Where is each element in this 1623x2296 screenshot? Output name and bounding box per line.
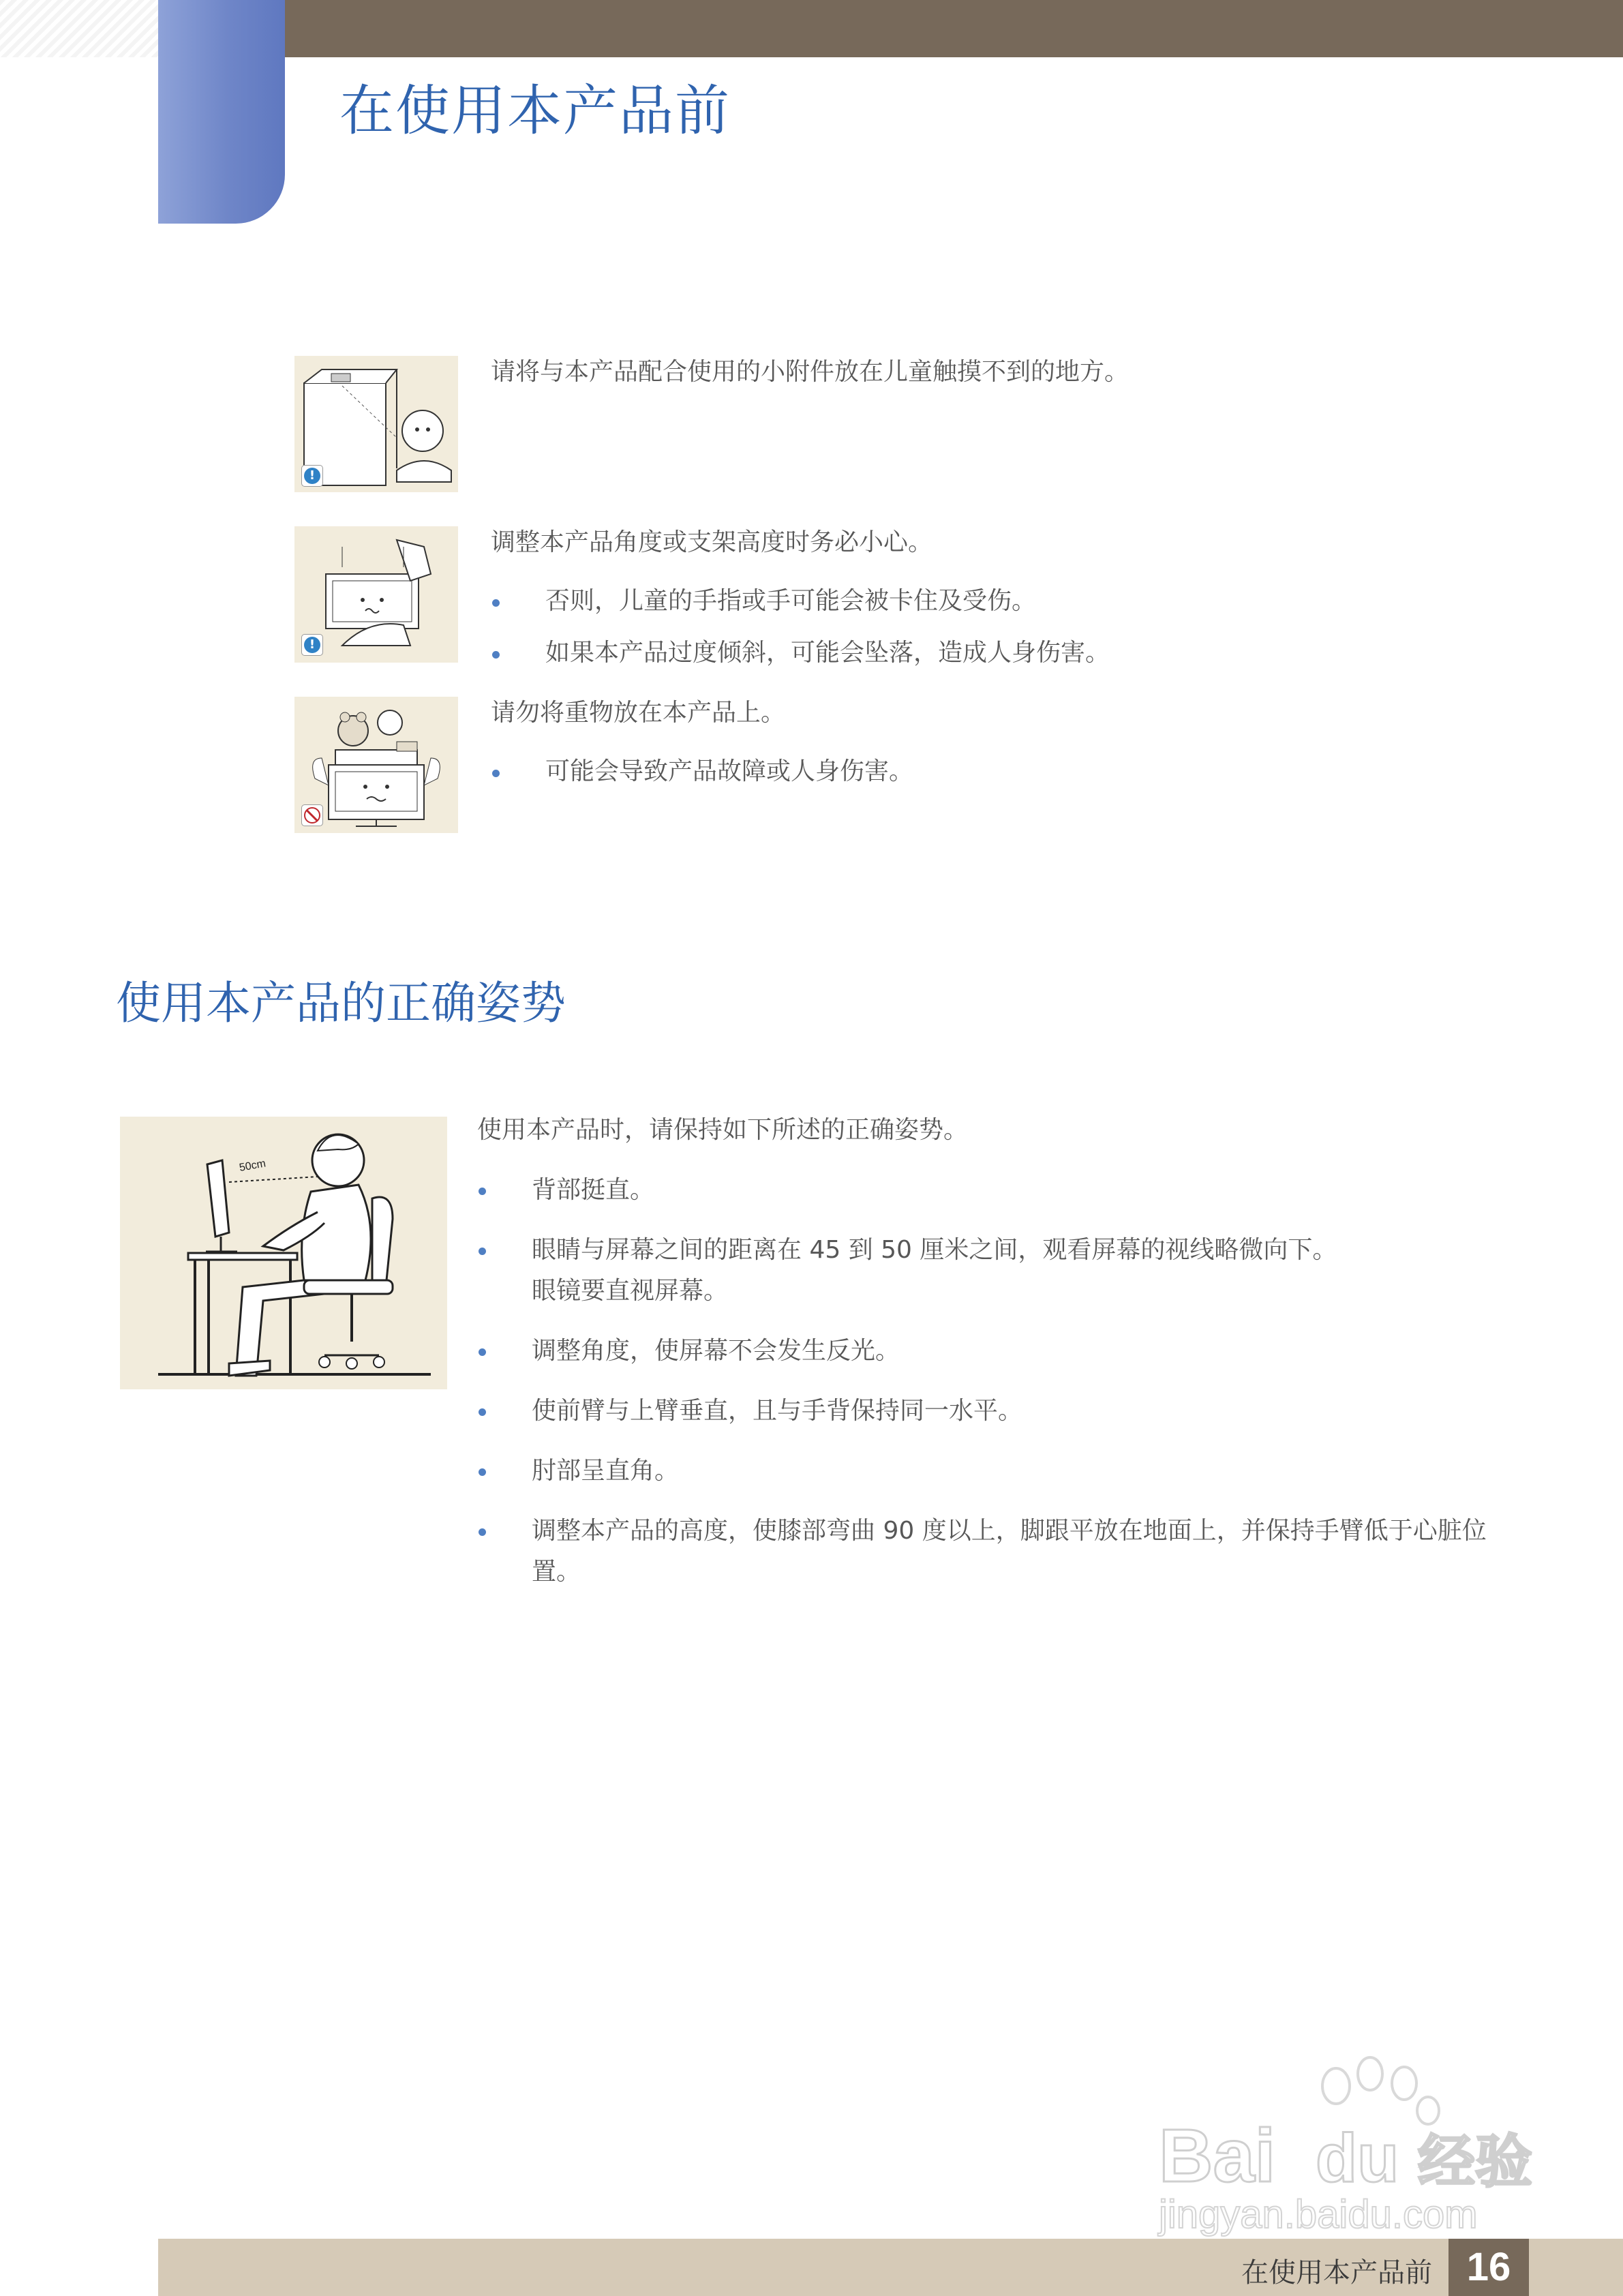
bullet-dot <box>492 770 500 777</box>
list-item <box>477 1170 1527 1211</box>
posture-illustration-art <box>120 1117 447 1389</box>
list-item <box>477 1331 1527 1372</box>
list-item <box>477 1511 1527 1592</box>
corner-hatch-decoration <box>0 0 158 57</box>
posture-illustration <box>120 1117 447 1389</box>
safety-item-content <box>491 697 1513 788</box>
list-item <box>477 1230 1527 1271</box>
section-title: 使用本产品的正确姿势 <box>116 977 566 1029</box>
bullet-dot <box>479 1408 486 1416</box>
bullet-dot <box>479 1188 486 1195</box>
bullet-dot <box>479 1528 486 1536</box>
baidu-logo <box>1145 2045 1534 2250</box>
watermark-brand-cn: 经验 <box>1418 2128 1533 2195</box>
monitor-pinch-illustration <box>294 526 458 663</box>
list-item-text: 肘部呈直角。 <box>532 1457 680 1485</box>
safety-item-content <box>491 356 1513 389</box>
watermark-brand-2: du <box>1316 2120 1399 2196</box>
child-reach-illustration <box>294 356 458 492</box>
posture-content <box>477 1110 1527 1612</box>
posture-intro: 使用本产品时，请保持如下所述的正确姿势。 <box>477 1116 969 1144</box>
distance-label: 50cm <box>238 1158 267 1174</box>
heavy-object-illustration <box>294 697 458 833</box>
list-item-text: 使前臂与上臂垂直，且与手背保持同一水平。 <box>532 1397 1023 1425</box>
bullet-dot <box>479 1468 486 1476</box>
caution-icon: ! <box>301 634 323 656</box>
list-item <box>477 1451 1527 1492</box>
safety-item-title: 调整本产品角度或支架高度时务必小心。 <box>491 528 933 556</box>
posture-sub-note: 眼镜要直视屏幕。 <box>532 1277 729 1305</box>
footer-bar <box>158 2239 1623 2296</box>
list-item-text: 调整角度，使屏幕不会发生反光。 <box>532 1337 900 1365</box>
watermark-url: jingyan.baidu.com <box>1159 2192 1478 2237</box>
list-item <box>491 637 1513 669</box>
chapter-title: 在使用本产品前 <box>339 79 731 142</box>
chapter-tab <box>158 0 285 224</box>
list-item <box>491 585 1513 618</box>
list-item-text: 如果本产品过度倾斜，可能会坠落，造成人身伤害。 <box>545 639 1110 667</box>
bullet-dot <box>492 599 500 607</box>
baidu-watermark <box>1145 2045 1534 2250</box>
page-number: 16 <box>1448 2239 1529 2296</box>
safety-item <box>294 526 1542 667</box>
caution-icon: ! <box>301 465 323 487</box>
list-item-text: 眼睛与屏幕之间的距离在 45 到 50 厘米之间，观看屏幕的视线略微向下。 <box>532 1236 1337 1264</box>
bullet-dot <box>479 1248 486 1255</box>
footer-label: 在使用本产品前 <box>1241 2257 1432 2289</box>
watermark-brand: Bai <box>1159 2114 1276 2198</box>
bullet-dot <box>479 1348 486 1356</box>
header-bar <box>285 0 1623 57</box>
list-item-text: 可能会导致产品故障或人身伤害。 <box>545 757 914 785</box>
list-item-text: 背部挺直。 <box>532 1176 655 1204</box>
list-item-text: 调整本产品的高度，使膝部弯曲 90 度以上，脚跟平放在地面上，并保持手臂低于心脏位置。 <box>532 1517 1487 1586</box>
list-item-text: 否则，儿童的手指或手可能会被卡住及受伤。 <box>545 587 1037 615</box>
safety-item <box>294 697 1542 833</box>
safety-item-content <box>491 526 1513 669</box>
bullet-dot <box>492 651 500 659</box>
list-item <box>477 1391 1527 1432</box>
safety-item-title: 请勿将重物放在本产品上。 <box>491 699 786 727</box>
list-item <box>491 755 1513 788</box>
safety-item-title: 请将与本产品配合使用的小附件放在儿童触摸不到的地方。 <box>491 358 1129 386</box>
prohibited-icon <box>301 804 323 826</box>
safety-item <box>294 356 1542 496</box>
